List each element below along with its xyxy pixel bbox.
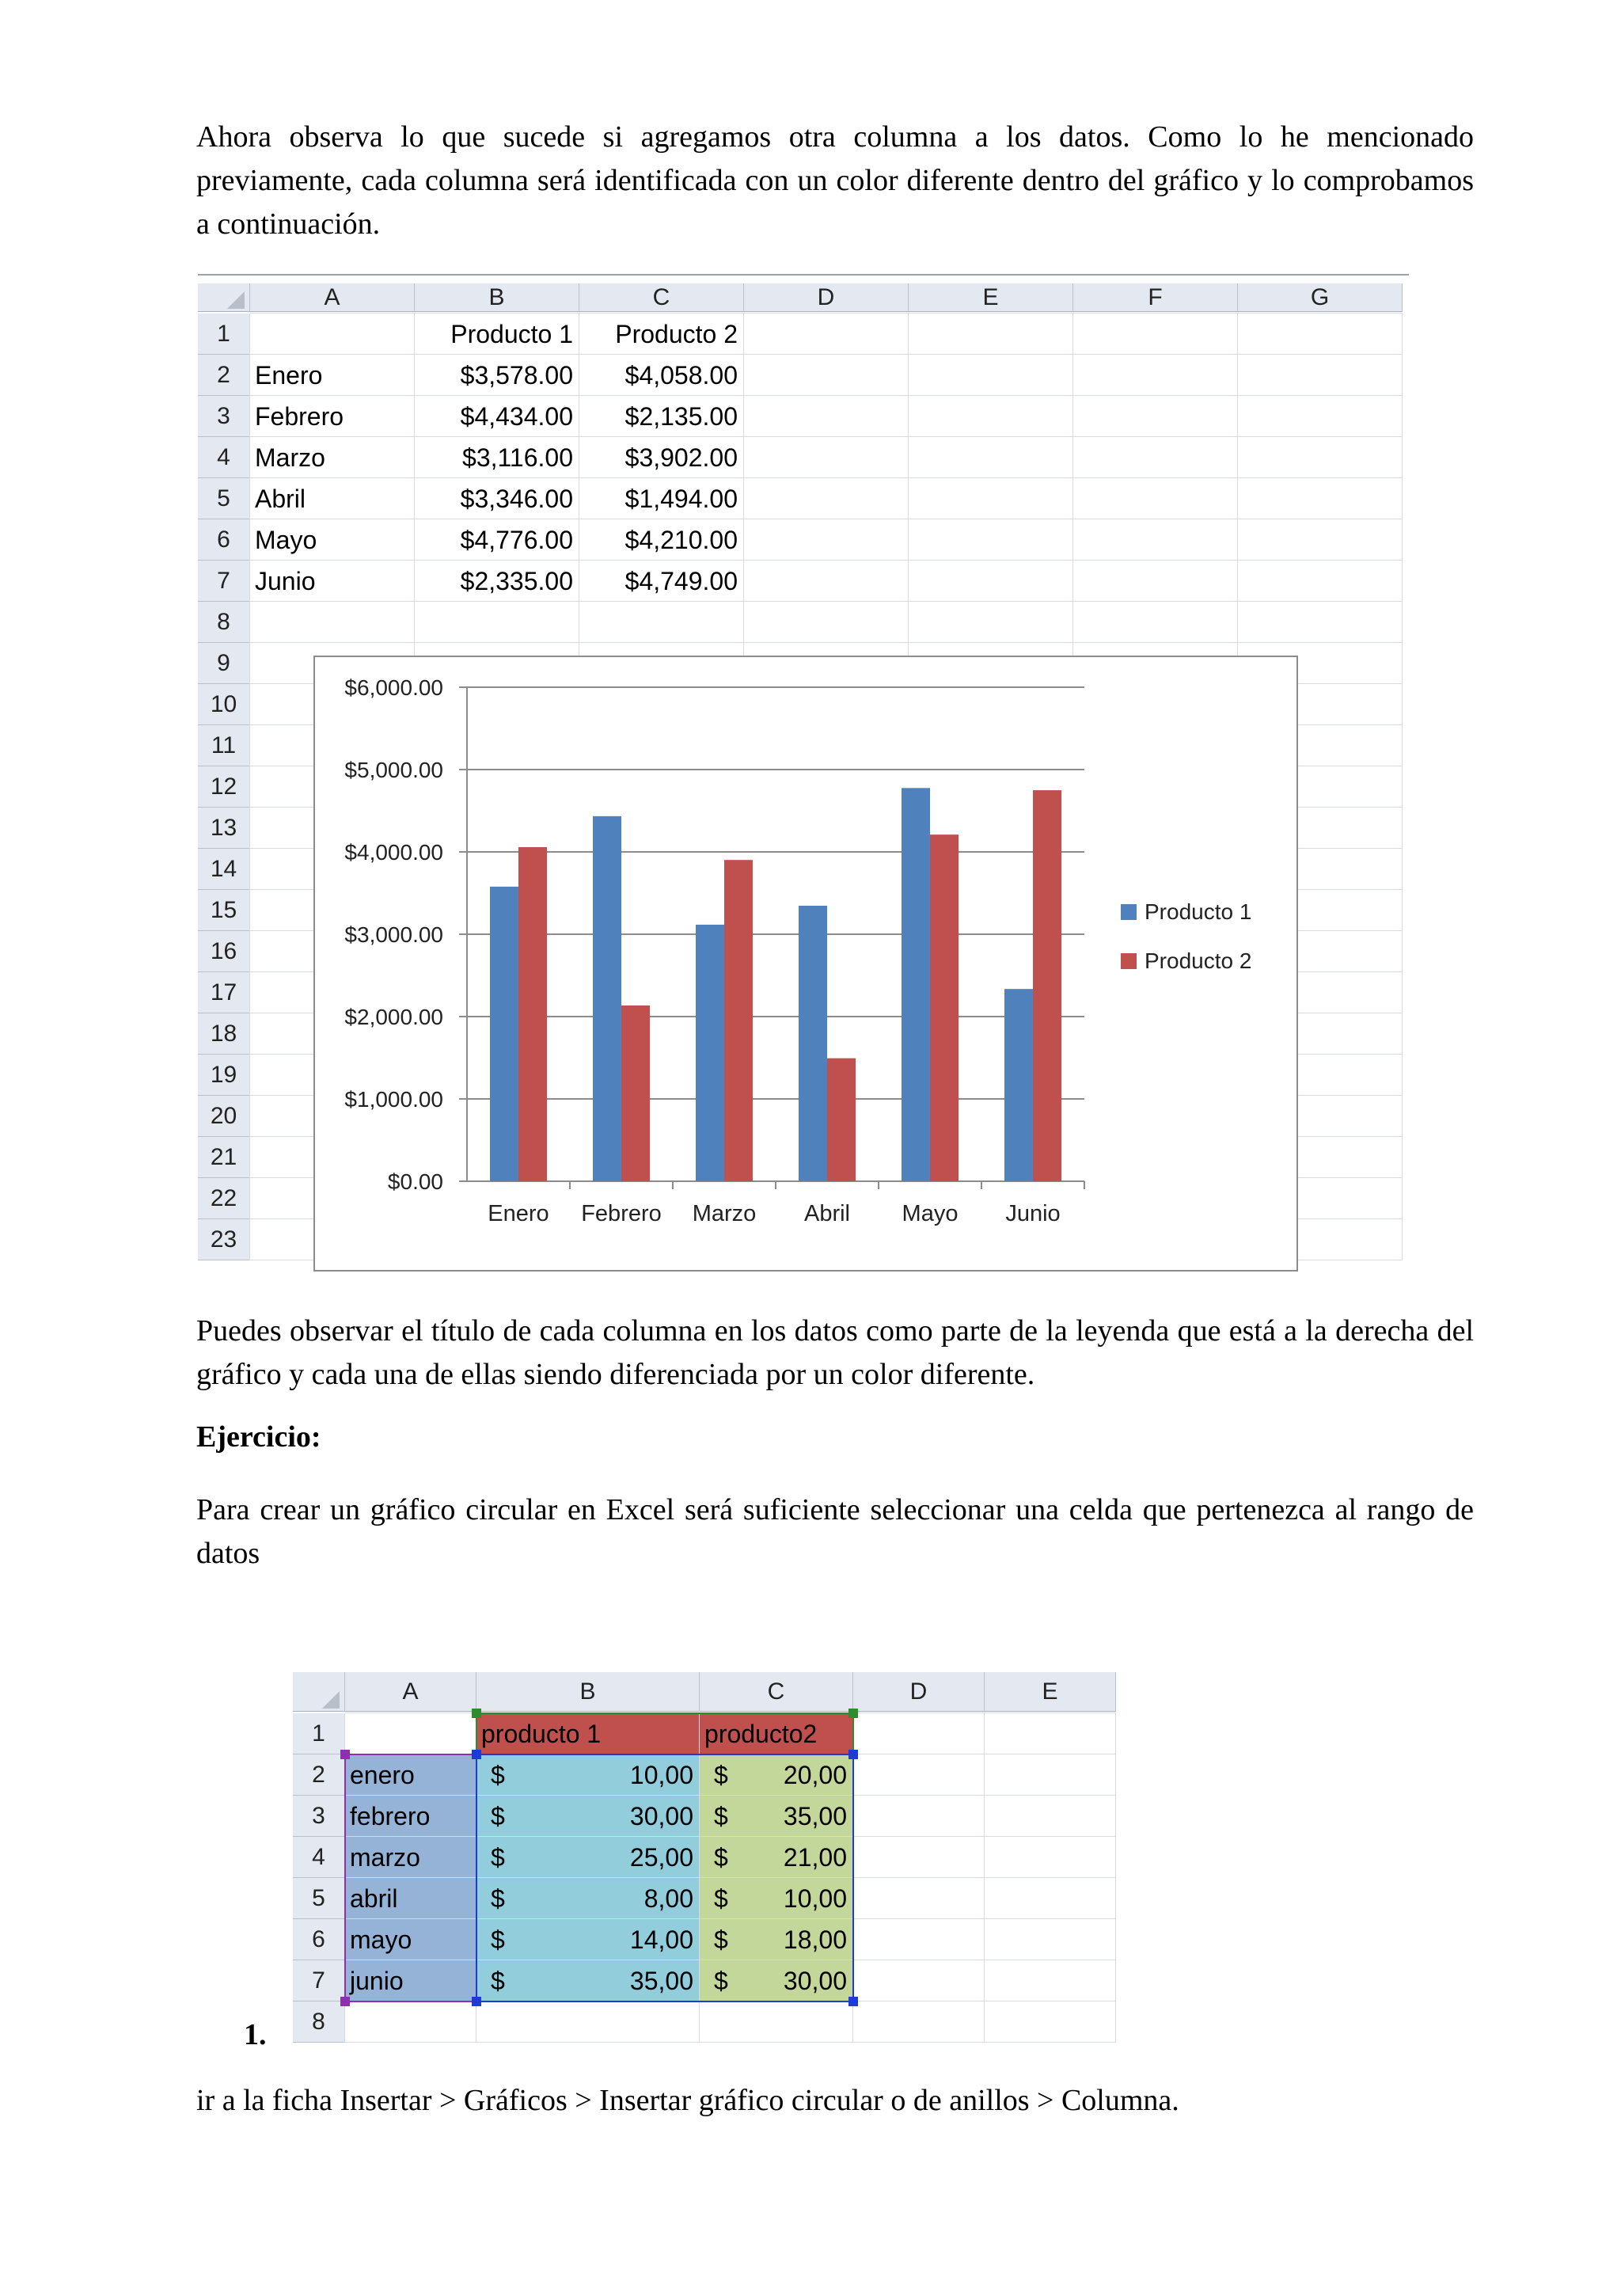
y-tick-label: $6,000.00 bbox=[344, 675, 443, 700]
row-header-5[interactable]: 5 bbox=[198, 478, 250, 519]
month-cell[interactable]: febrero bbox=[350, 1802, 431, 1830]
currency-symbol: $ bbox=[491, 1967, 505, 1995]
select-all-corner[interactable] bbox=[198, 283, 250, 312]
row-header-23[interactable]: 23 bbox=[198, 1219, 250, 1260]
month-cell[interactable]: junio bbox=[350, 1967, 404, 1995]
y-tick-label: $1,000.00 bbox=[344, 1087, 443, 1112]
y-tick-label: $3,000.00 bbox=[344, 922, 443, 947]
column-header-g[interactable]: G bbox=[1238, 283, 1403, 312]
row-header-9[interactable]: 9 bbox=[198, 643, 250, 684]
y-tick-label: $2,000.00 bbox=[344, 1005, 443, 1029]
row-header-18[interactable]: 18 bbox=[198, 1013, 250, 1055]
x-category-label: Enero bbox=[488, 1201, 549, 1226]
column-header-d[interactable]: D bbox=[744, 283, 909, 312]
month-cell[interactable]: Abril bbox=[255, 485, 306, 513]
legend-label[interactable]: Producto 2 bbox=[1145, 948, 1252, 973]
y-tick-label: $4,000.00 bbox=[344, 840, 443, 865]
row-gridline bbox=[345, 2042, 1116, 2043]
column-gridline bbox=[1115, 1713, 1116, 2043]
column-header-c[interactable]: C bbox=[579, 283, 744, 312]
currency-symbol: $ bbox=[714, 1884, 728, 1913]
intro-paragraph: Ahora observa lo que sucede si agregamos otra columna a los datos. Como lo he mencionado previamente, cada columna será identificada con un color diferente dentro del gráfico y lo comprobamos a continuación. bbox=[196, 120, 1474, 241]
step-instruction: ir a la ficha Insertar > Gráficos > Insertar gráfico circular o de anillos > Columna. bbox=[196, 2084, 1179, 2117]
column-header-a[interactable]: A bbox=[345, 1672, 476, 1712]
column-header-c[interactable]: C bbox=[700, 1672, 853, 1712]
column-header-row bbox=[198, 283, 1403, 312]
step-number: 1. bbox=[244, 2018, 267, 2051]
month-cell[interactable]: enero bbox=[350, 1761, 415, 1789]
header-cell[interactable]: Producto 1 bbox=[450, 320, 573, 348]
column-header-d[interactable]: D bbox=[853, 1672, 985, 1712]
row-header-11[interactable]: 11 bbox=[198, 725, 250, 766]
bar-producto-2-febrero[interactable] bbox=[621, 1005, 650, 1181]
value-cell[interactable]: 18,00 bbox=[783, 1925, 847, 1954]
row-header-19[interactable]: 19 bbox=[198, 1055, 250, 1096]
column-header-row bbox=[293, 1672, 1116, 1712]
currency-symbol: $ bbox=[714, 1843, 728, 1872]
row-header-6[interactable]: 6 bbox=[293, 1919, 345, 1960]
header-cell[interactable]: producto 1 bbox=[481, 1720, 602, 1748]
value-cell[interactable]: 21,00 bbox=[783, 1843, 847, 1872]
row-header-16[interactable]: 16 bbox=[198, 931, 250, 972]
row-header-12[interactable]: 12 bbox=[198, 766, 250, 808]
select-all-corner[interactable] bbox=[293, 1672, 345, 1712]
y-tick-label: $5,000.00 bbox=[344, 758, 443, 782]
spreadsheet-selected-range bbox=[293, 1672, 1076, 2044]
value-cell[interactable]: $4,776.00 bbox=[460, 526, 573, 554]
month-cell[interactable]: Febrero bbox=[255, 402, 344, 431]
row-header-14[interactable]: 14 bbox=[198, 849, 250, 890]
row-header-15[interactable]: 15 bbox=[198, 890, 250, 931]
value-cell[interactable]: $4,434.00 bbox=[460, 402, 573, 431]
month-cell[interactable]: marzo bbox=[350, 1843, 420, 1872]
row-header-7[interactable]: 7 bbox=[293, 1960, 345, 2001]
row-header-22[interactable]: 22 bbox=[198, 1178, 250, 1219]
row-gridline bbox=[250, 642, 1403, 643]
x-category-label: Abril bbox=[803, 1201, 851, 1226]
value-cell[interactable]: 20,00 bbox=[783, 1761, 847, 1789]
row-header-2[interactable]: 2 bbox=[198, 355, 250, 396]
x-category-label: Mayo bbox=[902, 1201, 959, 1226]
currency-symbol: $ bbox=[491, 1802, 505, 1830]
row-header-13[interactable]: 13 bbox=[198, 808, 250, 849]
currency-symbol: $ bbox=[714, 1925, 728, 1954]
y-tick-label: $0.00 bbox=[387, 1169, 443, 1194]
bar-producto-2-enero[interactable] bbox=[518, 847, 547, 1181]
column-gridline bbox=[1402, 314, 1403, 1260]
value-cell[interactable]: $2,335.00 bbox=[460, 567, 573, 595]
value-cell[interactable]: $3,346.00 bbox=[460, 485, 573, 513]
currency-symbol: $ bbox=[491, 1884, 505, 1913]
row-header-4[interactable]: 4 bbox=[293, 1837, 345, 1878]
row-header-3[interactable]: 3 bbox=[198, 396, 250, 437]
value-cell[interactable]: $4,058.00 bbox=[624, 361, 738, 390]
value-cell[interactable]: 30,00 bbox=[783, 1967, 847, 1995]
exercise-heading: Ejercicio: bbox=[196, 1420, 321, 1454]
value-cell[interactable]: 35,00 bbox=[783, 1802, 847, 1830]
x-category-label: Febrero bbox=[581, 1201, 662, 1226]
column-header-a[interactable]: A bbox=[250, 283, 415, 312]
row-header-1[interactable]: 1 bbox=[293, 1713, 345, 1754]
row-header-21[interactable]: 21 bbox=[198, 1137, 250, 1178]
value-cell[interactable]: $3,902.00 bbox=[624, 443, 738, 472]
month-cell[interactable]: Marzo bbox=[255, 443, 325, 472]
column-header-e[interactable]: E bbox=[909, 283, 1073, 312]
value-cell[interactable]: 8,00 bbox=[643, 1884, 693, 1913]
row-header-10[interactable]: 10 bbox=[198, 684, 250, 725]
legend-label[interactable]: Producto 1 bbox=[1145, 899, 1252, 924]
bar-producto-2-marzo[interactable] bbox=[724, 860, 753, 1181]
bar-producto-1-abril[interactable] bbox=[799, 906, 827, 1181]
column-header-b[interactable]: B bbox=[476, 1672, 700, 1712]
column-chart[interactable] bbox=[313, 656, 1298, 1272]
value-cell[interactable]: 14,00 bbox=[629, 1925, 693, 1954]
row-header-8[interactable]: 8 bbox=[293, 2001, 345, 2043]
legend-note-paragraph: Puedes observar el título de cada columna en los datos como parte de la leyenda que está a la derecha del gráfico y cada una de ellas siendo diferenciada por un color diferente. bbox=[196, 1314, 1474, 1391]
currency-symbol: $ bbox=[714, 1967, 728, 1995]
row-header-5[interactable]: 5 bbox=[293, 1878, 345, 1919]
select-all-triangle-icon bbox=[322, 1691, 340, 1709]
column-header-e[interactable]: E bbox=[985, 1672, 1116, 1712]
row-header-4[interactable]: 4 bbox=[198, 437, 250, 478]
value-cell[interactable]: $1,494.00 bbox=[624, 485, 738, 513]
currency-symbol: $ bbox=[491, 1843, 505, 1872]
bar-producto-1-febrero[interactable] bbox=[593, 816, 621, 1181]
value-cell[interactable]: 30,00 bbox=[629, 1802, 693, 1830]
month-cell[interactable]: abril bbox=[350, 1884, 398, 1913]
x-category-label: Junio bbox=[1005, 1201, 1061, 1226]
month-cell[interactable]: Junio bbox=[255, 567, 316, 595]
month-cell[interactable]: Mayo bbox=[255, 526, 317, 554]
row-header-6[interactable]: 6 bbox=[198, 519, 250, 561]
value-cell[interactable]: $3,116.00 bbox=[462, 443, 573, 472]
row-header-7[interactable]: 7 bbox=[198, 561, 250, 602]
row-header-1[interactable]: 1 bbox=[198, 314, 250, 355]
bar-producto-1-junio[interactable] bbox=[1004, 989, 1033, 1181]
currency-symbol: $ bbox=[714, 1761, 728, 1789]
legend-swatch bbox=[1121, 904, 1137, 920]
value-cell[interactable]: $4,749.00 bbox=[624, 567, 738, 595]
column-gridline bbox=[984, 1713, 985, 2043]
legend-swatch bbox=[1121, 953, 1137, 969]
bar-producto-2-abril[interactable] bbox=[827, 1059, 856, 1181]
bar-producto-2-mayo[interactable] bbox=[930, 834, 959, 1181]
currency-symbol: $ bbox=[491, 1925, 505, 1954]
row-header-3[interactable]: 3 bbox=[293, 1796, 345, 1837]
value-cell[interactable]: $4,210.00 bbox=[624, 526, 738, 554]
row-header-17[interactable]: 17 bbox=[198, 972, 250, 1013]
x-category-label: Marzo bbox=[692, 1201, 757, 1226]
currency-symbol: $ bbox=[714, 1802, 728, 1830]
currency-symbol: $ bbox=[491, 1761, 505, 1789]
value-cell[interactable]: 10,00 bbox=[629, 1761, 693, 1789]
month-cell[interactable]: mayo bbox=[350, 1925, 412, 1954]
value-cell[interactable]: $3,578.00 bbox=[460, 361, 573, 390]
value-cell[interactable]: 25,00 bbox=[629, 1843, 693, 1872]
exercise-paragraph: Para crear un gráfico circular en Excel será suficiente seleccionar una celda que pertenezca al rango de datos bbox=[196, 1493, 1474, 1570]
bar-producto-1-enero[interactable] bbox=[490, 887, 518, 1181]
row-header-8[interactable]: 8 bbox=[198, 602, 250, 643]
header-cell[interactable]: Producto 2 bbox=[615, 320, 738, 348]
bar-producto-1-marzo[interactable] bbox=[696, 925, 724, 1181]
column-header-b[interactable]: B bbox=[415, 283, 579, 312]
bar-producto-2-junio[interactable] bbox=[1033, 790, 1061, 1181]
select-all-triangle-icon bbox=[227, 291, 245, 309]
bar-producto-1-mayo[interactable] bbox=[902, 788, 930, 1181]
header-cell[interactable]: producto2 bbox=[704, 1720, 818, 1748]
chart-svg bbox=[315, 657, 1296, 1270]
row-header-2[interactable]: 2 bbox=[293, 1754, 345, 1796]
row-header-20[interactable]: 20 bbox=[198, 1096, 250, 1137]
column-header-f[interactable]: F bbox=[1073, 283, 1238, 312]
month-cell[interactable]: Enero bbox=[255, 361, 323, 390]
value-cell[interactable]: $2,135.00 bbox=[624, 402, 738, 431]
value-cell[interactable]: 35,00 bbox=[629, 1967, 693, 1995]
value-cell[interactable]: 10,00 bbox=[783, 1884, 847, 1913]
